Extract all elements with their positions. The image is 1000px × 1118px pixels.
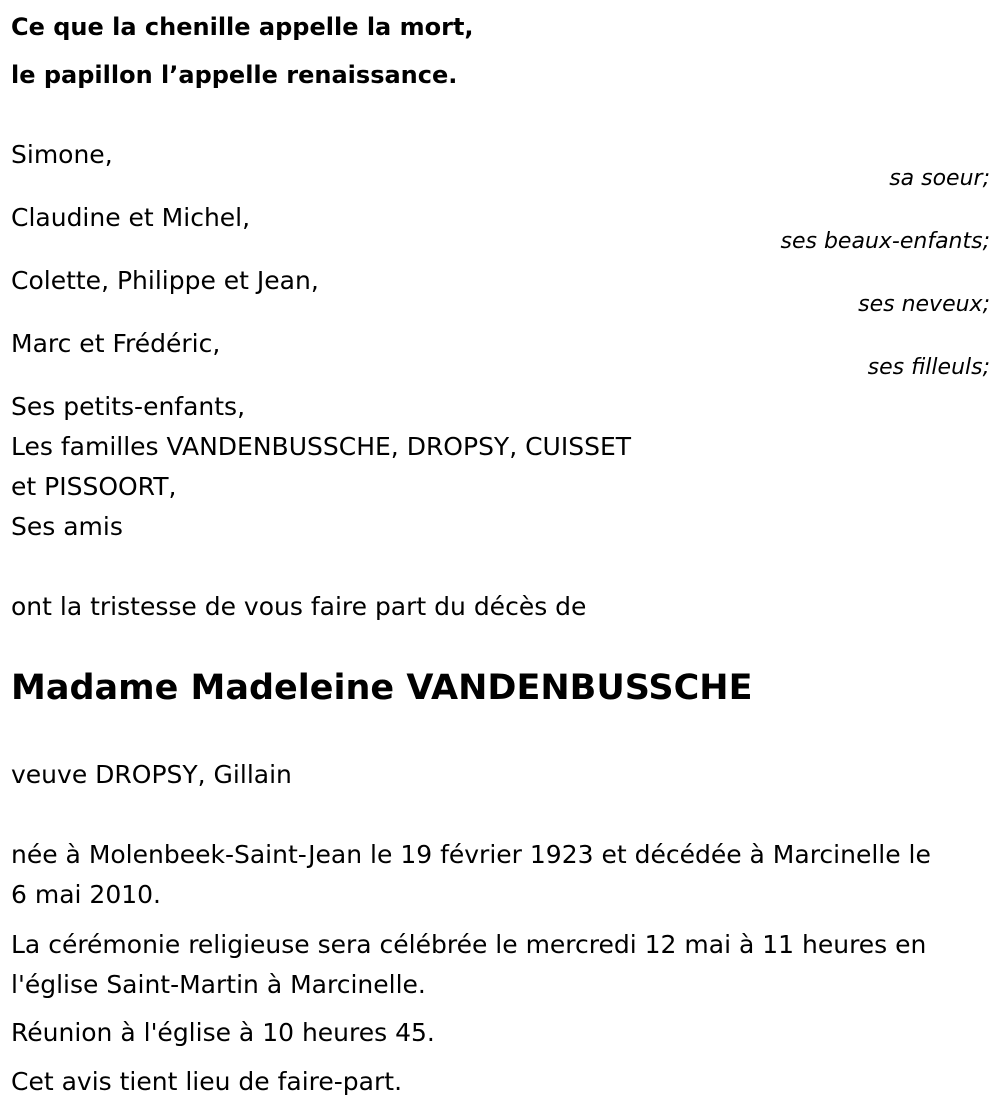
notice-info: Cet avis tient lieu de faire-part. bbox=[11, 1067, 403, 1096]
others-line-3: et PISSOORT, bbox=[11, 472, 177, 501]
birth-death-line-1: née à Molenbeek-Saint-Jean le 19 février 1923 et décédée à Marcinelle le bbox=[11, 840, 931, 869]
family-names-1: Simone, bbox=[11, 140, 113, 169]
ceremony-line-2: l'église Saint-Martin à Marcinelle. bbox=[11, 970, 426, 999]
obituary-notice bbox=[11, 0, 990, 1118]
birth-death-line-2: 6 mai 2010. bbox=[11, 880, 161, 909]
epigraph-line-1: Ce que la chenille appelle la mort, bbox=[11, 13, 474, 41]
family-relation-3: ses neveux; bbox=[858, 292, 990, 317]
others-line-2: Les familles VANDENBUSSCHE, DROPSY, CUISSET bbox=[11, 432, 632, 461]
family-relation-1: sa soeur; bbox=[889, 166, 990, 191]
ceremony-line-1: La cérémonie religieuse sera célébrée le mercredi 12 mai à 11 heures en bbox=[11, 930, 927, 959]
family-relation-2: ses beaux-enfants; bbox=[780, 229, 990, 254]
family-names-3: Colette, Philippe et Jean, bbox=[11, 266, 319, 295]
others-line-4: Ses amis bbox=[11, 512, 123, 541]
others-line-1: Ses petits-enfants, bbox=[11, 392, 246, 421]
family-names-2: Claudine et Michel, bbox=[11, 203, 251, 232]
announcement: ont la tristesse de vous faire part du décès de bbox=[11, 592, 587, 621]
meeting-info: Réunion à l'église à 10 heures 45. bbox=[11, 1018, 435, 1047]
widow-of: veuve DROPSY, Gillain bbox=[11, 760, 292, 789]
epigraph-line-2: le papillon l’appelle renaissance. bbox=[11, 61, 458, 89]
family-names-4: Marc et Frédéric, bbox=[11, 329, 221, 358]
deceased-name: Madame Madeleine VANDENBUSSCHE bbox=[11, 668, 753, 708]
family-relation-4: ses filleuls; bbox=[867, 355, 990, 380]
